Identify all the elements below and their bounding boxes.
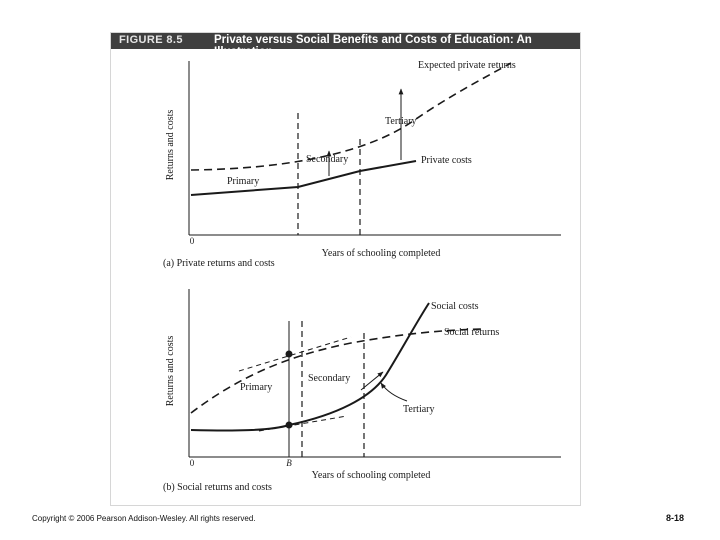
panel-a-x-axis-label: Years of schooling completed [321,248,441,259]
figure-title: Private versus Social Benefits and Costs of Education: An Illustration [214,34,532,58]
costs-tangent-line [259,416,347,431]
panel-a-tertiary-label: Tertiary [385,116,417,127]
panel-a [163,60,561,269]
panel-a-y-axis-label: Returns and costs [165,109,176,181]
panel-a-origin-label: 0 [189,236,195,246]
figure [110,32,581,506]
expected-private-returns-curve [191,63,511,170]
expected-private-returns-label: Expected private returns [418,60,516,71]
panel-b [163,289,561,493]
private-costs-curve [191,161,416,195]
panel-b-tertiary-arrow [381,383,407,401]
panel-b-caption: (b) Social returns and costs [163,482,272,493]
copyright-notice: Copyright © 2006 Pearson Addison-Wesley. All rights reserved. [32,514,256,523]
social-costs-label: Social costs [431,301,479,312]
panel-a-secondary-label: Secondary [306,154,349,165]
panel-b-tertiary-label: Tertiary [403,404,435,415]
social-returns-label: Social returns [444,327,500,338]
slide-number: 8-18 [666,513,685,523]
panel-b-origin-label: 0 [189,458,195,468]
panel-a-primary-label: Primary [227,176,260,187]
social-costs-curve [191,303,429,430]
panel-b-x-axis-label: Years of schooling completed [311,470,431,481]
returns-tangent-line [239,337,351,371]
figure-canvas [111,33,582,507]
panel-b-y-axis-label: Returns and costs [165,335,176,407]
panel-b-b-label: B [286,458,292,468]
panel-b-secondary-label: Secondary [308,373,351,384]
figure-number: FIGURE 8.5 [119,34,183,46]
social-costs-point-b [286,422,293,429]
private-costs-label: Private costs [421,155,472,166]
social-returns-point-b [286,351,293,358]
panel-a-caption: (a) Private returns and costs [163,258,275,269]
panel-b-primary-label: Primary [240,382,273,393]
